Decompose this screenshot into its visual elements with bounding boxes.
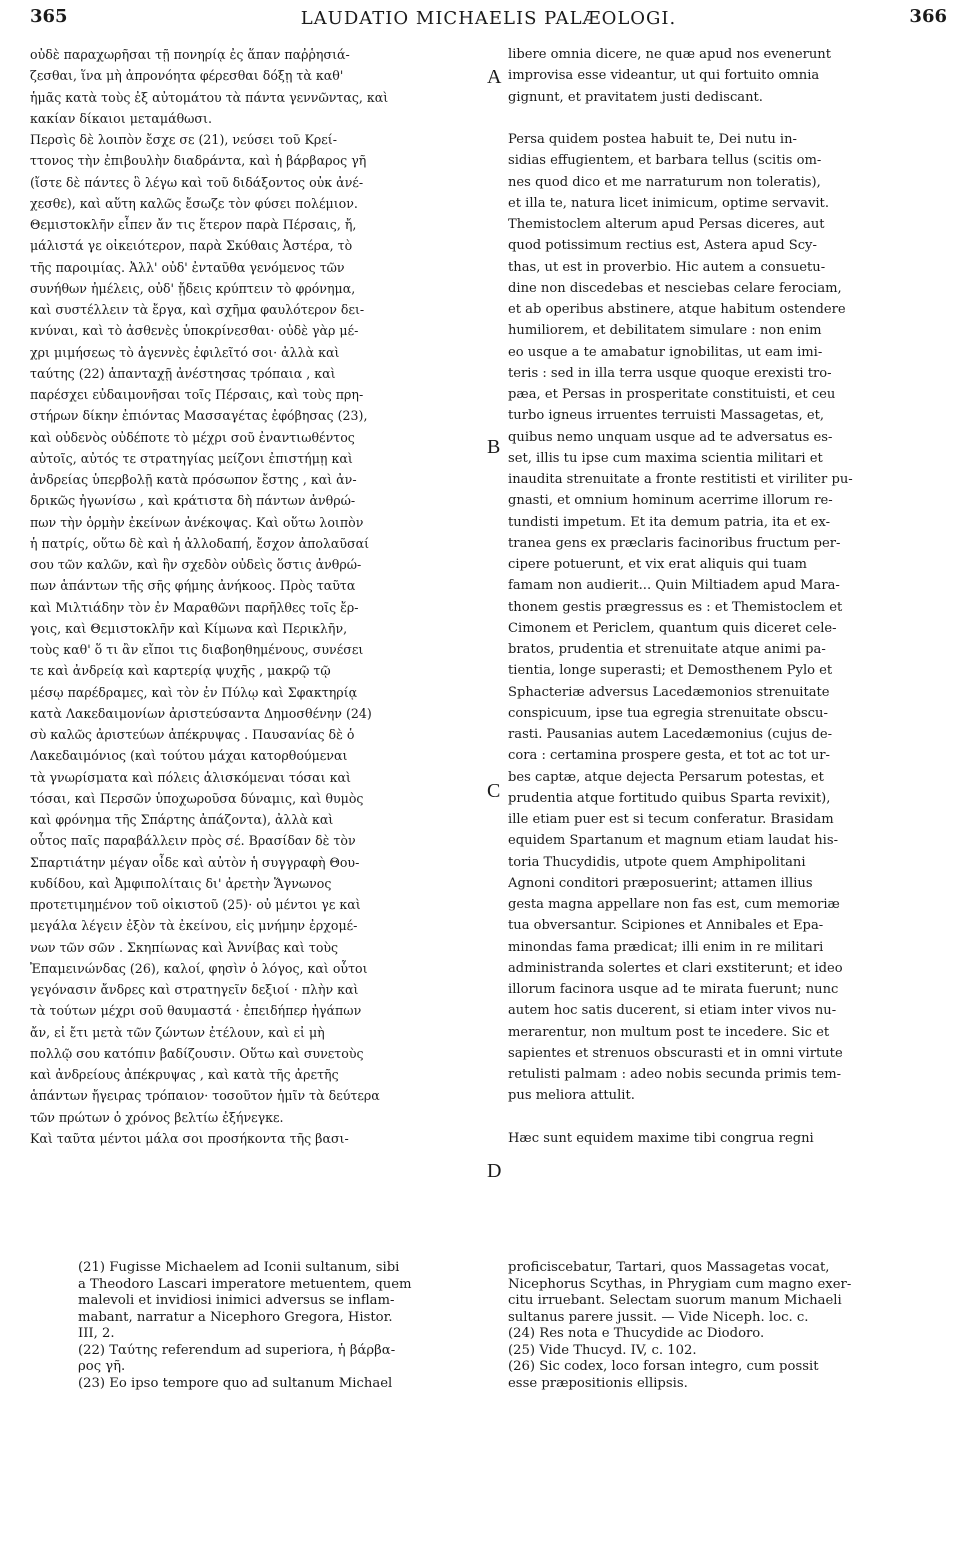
footnote-line: ρος γῆ.: [78, 1359, 126, 1374]
latin-text-line: gesta magna appellare non fas est, cum memoriæ: [508, 897, 840, 912]
footnote-line: Nicephorus Scythas, in Phrygiam cum magno exer-: [508, 1276, 852, 1292]
greek-text-line: Ἐπαμεινώνδας (26), καλοί, φησὶν ὁ λόγος, καὶ οὗτοι: [30, 960, 368, 976]
latin-text-line: improvisa esse videantur, ut qui fortuito omnia: [508, 68, 820, 84]
greek-text-line: καὶ φρόνημα τῆς Σπάρτης ἀπάζοντα), ἀλλὰ καὶ: [30, 812, 334, 827]
greek-text-line: τοὺς καθ' ὅ τι ἂν εἴποι τις διαβοηθημένους, συνέσει: [30, 642, 364, 657]
greek-text-line: ταύτης (22) ἁπανταχῇ ἀνέστησας τρόπαια , καὶ: [30, 365, 336, 381]
latin-text-line: teris : sed in illa terra usque quoque erexisti tro-: [508, 365, 832, 381]
footnote-line: sultanus parere jussit. — Vide Niceph. loc. c.: [508, 1309, 809, 1325]
greek-text-line: συνήθων ἠμέλεις, οὐδ' ᾔδεις κρύπτειν τὸ φρόνημα,: [30, 280, 356, 296]
latin-text-line: inaudita strenuitate a fronte restitisti et viriliter pu-: [508, 472, 853, 487]
greek-text-line: ττονος τὴν ἐπιβουλὴν διαδράντα, καὶ ἡ βάρβαρος γῆ: [30, 153, 367, 169]
greek-text-line: κακίαν δίκαιοι μεταμάθωσι.: [30, 110, 212, 126]
footnote-line: (26) Sic codex, loco forsan integro, cum possit: [508, 1359, 819, 1374]
latin-text-line: eo usque a te amabatur ignobilitas, ut eam imi-: [508, 344, 823, 360]
greek-text-line: Περσὶς δὲ λοιπὸν ἔσχε σε (21), νεύσει τοῦ Κρεί-: [30, 132, 337, 147]
greek-text-line: γοις, καὶ Θεμιστοκλῆν καὶ Κίμωνα καὶ Περικλῆν,: [30, 620, 348, 636]
latin-text-line: retulisti palmam : adeo nobis secunda primis tem-: [508, 1067, 842, 1082]
greek-text-line: δρικῶς ἠγωνίσω , καὶ κράτιστα δὴ πάντων ἀνθρώ-: [30, 493, 356, 509]
page-number-left: 365: [30, 6, 68, 27]
footnotes-left: [78, 1260, 488, 1392]
latin-text-line: Agnoni conditori præposuerint; attamen illius: [508, 875, 813, 891]
latin-text-line: et ab operibus abstinere, atque habitum ostendere: [508, 302, 846, 317]
running-title: LAUDATIO MICHAELIS PALÆOLOGI.: [300, 8, 677, 29]
margin-marker-a: A: [487, 66, 502, 88]
latin-text-line: quod potissimum rectius est, Astera apud Scy-: [508, 238, 817, 254]
latin-text-line: toria Thucydidis, utpote quem Amphipolitani: [508, 854, 806, 870]
latin-text-line: gnasti, et omnium hominum acerrime illorum re-: [508, 493, 833, 509]
latin-text-line: [508, 108, 948, 129]
footnote-line: esse præpositionis ellipsis.: [508, 1375, 688, 1391]
greek-text-line: οὗτος παῖς παραβάλλειν πρὸς σέ. Βρασίδαν δὲ τὸν: [30, 833, 356, 849]
footnote-line: (24) Res nota e Thucydide ac Diodoro.: [508, 1326, 765, 1341]
greek-text-line: ἡ πατρίς, οὕτω δὲ καὶ ἡ ἀλλοδαπή, ἔσχον ἀπολαῦσαί: [30, 535, 370, 551]
latin-text-line: administranda solertes et clari exstiterunt; et ideo: [508, 960, 843, 976]
latin-text-line: Cimonem et Periclem, quantum quis diceret cele-: [508, 620, 837, 636]
greek-text-line: τε καὶ ἀνδρείᾳ καὶ καρτερίᾳ ψυχῆς , μακρῷ τῷ: [30, 663, 331, 679]
greek-text-line: πων τὴν ὁρμὴν ἐκείνων ἀνέκοψας. Καὶ οὕτω λοιπὸν: [30, 514, 364, 530]
latin-text-line: minondas fama prædicat; illi enim in re militari: [508, 939, 824, 955]
latin-text-line: thonem gestis prægressus es : et Themistoclem et: [508, 599, 843, 615]
greek-text-line: Σπαρτιάτην μέγαν οἶδε καὶ αὐτὸν ἡ συγγραφὴ Θου-: [30, 854, 360, 870]
greek-text-line: τῶν πρώτων ὁ χρόνος βελτίω ἐξήνεγκε.: [30, 1109, 284, 1125]
latin-text-line: [508, 1107, 948, 1128]
greek-text-line: προτετιμημένον τοῦ οἰκιστοῦ (25)· οὐ μέντοι γε καὶ: [30, 897, 361, 912]
greek-text-line: ἡμᾶς κατὰ τοὺς ἐξ αὐτομάτου τὰ πάντα γεννῶντας, καὶ: [30, 89, 389, 105]
latin-text-line: sapientes et strenuos obscurasti et in omni virtute: [508, 1045, 843, 1061]
greek-text-line: χρι μιμήσεως τὸ ἀγεννὲς ἐφιλεῖτό σοι· ἀλλὰ καὶ: [30, 344, 340, 360]
footnote-line: (25) Vide Thucyd. IV, c. 102.: [508, 1342, 697, 1358]
latin-text-line: bes captæ, atque dejecta Persarum potestas, et: [508, 769, 824, 785]
latin-text-line: et illa te, natura licet inimicum, optime servavit.: [508, 195, 829, 211]
greek-text-line: σὺ καλῶς ἀριστεύων ἀπέκρυψας . Παυσανίας δὲ ὁ: [30, 727, 355, 742]
latin-text-line: sidias effugientem, et barbara tellus (scitis om-: [508, 153, 822, 169]
latin-text-line: Themistoclem alterum apud Persas diceres, aut: [508, 217, 825, 232]
greek-text-line: καὶ Μιλτιάδην τὸν ἐν Μαραθῶνι παρῆλθες τοῖς ἔρ-: [30, 599, 359, 615]
latin-text-line: pus meliora attulit.: [508, 1088, 635, 1104]
page-number-right: 366: [909, 6, 947, 27]
greek-text-line: κυδίδου, καὶ Ἀμφιπολίταις δι' ἀρετὴν Ἅγνωνος: [30, 875, 332, 891]
greek-text-line: νων τῶν σῶν . Σκηπίωνας καὶ Ἀννίβας καὶ τοὺς: [30, 939, 339, 955]
latin-text-line: thas, ut est in proverbio. Hic autem a consuetu-: [508, 259, 826, 275]
greek-text-line: ζεσθαι, ἵνα μὴ ἀπρονόητα φέρεσθαι δόξῃ τὰ καθ': [30, 68, 344, 84]
latin-text-line: humiliorem, et debilitatem simulare : non enim: [508, 323, 822, 339]
margin-marker-d: D: [487, 1160, 502, 1182]
latin-text-line: famam non audierit... Quin Miltiadem apud Mara-: [508, 578, 840, 594]
greek-text-line: τόσαι, καὶ Περσῶν ὑποχωροῦσα δύναμις, καὶ θυμὸς: [30, 790, 364, 806]
greek-text-line: σου τῶν καλῶν, καὶ ἣν σχεδὸν οὐδεὶς ὅστις ἀνθρώ-: [30, 557, 362, 572]
footnotes-right: [508, 1260, 948, 1392]
footnote-line: a Theodoro Lascari imperatore metuentem, quem: [78, 1276, 412, 1292]
greek-text-line: καὶ ἀνδρείους ἀπέκρυψας , καὶ κατὰ τῆς ἀρετῆς: [30, 1067, 339, 1082]
latin-text-line: tranea gens ex præclaris facinoribus fructum per-: [508, 535, 841, 551]
greek-text-line: μάλιστά γε οἰκειότερον, παρὰ Σκύθαις Ἀστέρα, τὸ: [30, 238, 353, 254]
latin-text-line: pæa, et Persas in prosperitate constituisti, et ceu: [508, 387, 836, 402]
latin-text-line: tientia, longe superasti; et Demosthenem Pylo et: [508, 663, 833, 679]
greek-text-line: μεγάλα λέγειν ἐξὸν τὰ ἐκείνου, εἰς μνήμην ἐρχομέ-: [30, 918, 358, 934]
greek-text-line: Καὶ ταῦτα μέντοι μάλα σοι προσήκοντα τῆς βασι-: [30, 1130, 349, 1146]
greek-text-line: παρέσχει εὐδαιμονῆσαι τοῖς Πέρσαις, καὶ τοὺς πρη-: [30, 387, 364, 402]
footnote-line: proficiscebatur, Tartari, quos Massagetas vocat,: [508, 1260, 830, 1275]
latin-text-line: prudentia atque fortitudo quibus Sparta revixit),: [508, 790, 831, 806]
greek-text-line: ἀνδρείας ὑπερβολῇ κατὰ πρόσωπον ἔστης , καὶ ἀν-: [30, 472, 357, 487]
latin-text-line: bratos, prudentia et strenuitate atque animi pa-: [508, 642, 826, 657]
greek-text-line: τὰ τούτων μέχρι σοῦ θαυμαστά · ἐπειδήπερ ἠγάπων: [30, 1003, 362, 1019]
footnote-line: (23) Eo ipso tempore quo ad sultanum Michael: [78, 1375, 393, 1391]
latin-text-line: equidem Spartanum et magnum etiam laudat his-: [508, 833, 838, 849]
latin-text-line: set, illis tu ipse cum maxima scientia militari et: [508, 450, 823, 466]
greek-text-line: κατὰ Λακεδαιμονίων ἀριστεύσαντα Δημοσθένην (24): [30, 705, 372, 721]
latin-text-line: Persa quidem postea habuit te, Dei nutu in-: [508, 132, 797, 147]
latin-text-line: merarentur, non multum post te incedere. Sic et: [508, 1024, 830, 1040]
greek-text-line: Λακεδαιμόνιος (καὶ τούτου μάχαι κατορθούμεναι: [30, 748, 348, 764]
latin-text-line: rasti. Pausanias autem Lacedæmonius (cujus de-: [508, 727, 832, 742]
latin-text-line: cipere potuerunt, et vix erat aliquis qui tuam: [508, 557, 807, 572]
latin-text-line: Hæc sunt equidem maxime tibi congrua regni: [508, 1130, 814, 1146]
footnote-line: (22) Ταύτης referendum ad superiora, ἡ βάρβα-: [78, 1342, 396, 1358]
latin-text-line: autem hoc satis ducerent, si etiam inter vivos nu-: [508, 1003, 837, 1019]
latin-text-line: Sphacteriæ adversus Lacedæmonios strenuitate: [508, 684, 830, 700]
latin-column: [508, 44, 948, 1149]
latin-text-line: ille etiam puer est si tecum conferatur. Brasidam: [508, 812, 834, 827]
latin-text-line: tundisti impetum. Et ita demum patria, ita et ex-: [508, 514, 831, 530]
margin-marker-b: B: [487, 436, 501, 458]
latin-text-line: conspicuum, ipse tua egregia strenuitate obscu-: [508, 705, 828, 721]
latin-text-line: nes quod dico et me narraturum non toleratis),: [508, 174, 821, 190]
footnote-line: (21) Fugisse Michaelem ad Iconii sultanum, sibi: [78, 1260, 400, 1275]
latin-text-line: libere omnia dicere, ne quæ apud nos evenerunt: [508, 47, 832, 62]
greek-text-line: τῆς παροιμίας. Ἀλλ' οὐδ' ἐνταῦθα γενόμενος τῶν: [30, 259, 345, 275]
greek-text-line: χεσθε), καὶ αὕτη καλῶς ἔσωζε τὸν φύσει πολέμιον.: [30, 195, 358, 211]
footnote-line: malevoli et invidiosi inimici adversus se inflam-: [78, 1293, 395, 1308]
greek-column: [30, 44, 482, 1149]
greek-text-line: καὶ συστέλλειν τὰ ἔργα, καὶ σχῆμα φαυλότερον δει-: [30, 302, 365, 317]
greek-text-line: τὰ γνωρίσματα καὶ πόλεις ἁλισκόμεναι τόσαι καὶ: [30, 769, 351, 785]
latin-text-line: illorum facinora usque ad te mirata fuerunt; nunc: [508, 982, 839, 997]
greek-text-line: (ἴστε δὲ πάντες ὃ λέγω καὶ τοῦ διδάξοντος οὐκ ἀνέ-: [30, 174, 364, 190]
greek-text-line: γεγόνασιν ἄνδρες καὶ στρατηγεῖν δεξιοί · πλὴν καὶ: [30, 982, 359, 997]
greek-text-line: πων ἁπάντων τῆς σῆς φήμης ἀνήκοος. Πρὸς ταῦτα: [30, 578, 356, 594]
latin-text-line: turbo igneus irruentes terruisti Massagetas, et,: [508, 408, 825, 424]
greek-text-line: μέσῳ παρέδραμες, καὶ τὸν ἐν Πύλῳ καὶ Σφακτηρίᾳ: [30, 684, 358, 700]
latin-text-line: quibus nemo unquam usque ad te adversatus es-: [508, 429, 833, 445]
greek-text-line: Θεμιστοκλῆν εἶπεν ἄν τις ἕτερον παρὰ Πέρσαις, ἤ,: [30, 217, 357, 232]
running-header: [30, 6, 947, 38]
greek-text-line: κνύναι, καὶ τὸ ἀσθενὲς ὑποκρίνεσθαι· οὐδὲ γὰρ μέ-: [30, 323, 359, 339]
footnote-line: mabant, narratur a Nicephoro Gregora, Histor.: [78, 1309, 393, 1325]
margin-marker-c: C: [487, 780, 501, 802]
latin-text-line: cora : certamina prospere gesta, et tot ac tot ur-: [508, 748, 830, 764]
greek-text-line: αὐτοῖς, αὐτός τε στρατηγίας μείζονι ἐπιστήμῃ καὶ: [30, 450, 353, 466]
greek-text-line: οὐδὲ παραχωρῆσαι τῇ πονηρίᾳ ἐς ἅπαν παῤῥησιά-: [30, 47, 350, 62]
footnote-line: III, 2.: [78, 1326, 115, 1341]
footnote-line: citu irruebant. Selectam suorum manum Michaeli: [508, 1293, 842, 1308]
greek-text-line: καὶ οὐδενὸς οὐδέποτε τὸ μέχρι σοῦ ἐναντιωθέντος: [30, 429, 355, 445]
latin-text-line: gignunt, et pravitatem justi dediscant.: [508, 89, 763, 105]
greek-text-line: στήρων δίκην ἐπιόντας Μασσαγέτας ἐφόβησας (23),: [30, 408, 368, 424]
latin-text-line: tua obversantur. Scipiones et Annibales et Epa-: [508, 918, 824, 934]
greek-text-line: πολλῷ σου κατόπιν βαδίζουσιν. Οὕτω καὶ συνετοὺς: [30, 1045, 364, 1061]
greek-text-line: ἄν, εἰ ἔτι μετὰ τῶν ζώντων ἐτέλουν, καὶ εἰ μὴ: [30, 1024, 325, 1040]
greek-text-line: ἁπάντων ἤγειρας τρόπαιον· τοσοῦτον ἡμῖν τὰ δεύτερα: [30, 1088, 380, 1104]
latin-text-line: dine non discedebas et nesciebas celare ferociam,: [508, 280, 842, 296]
